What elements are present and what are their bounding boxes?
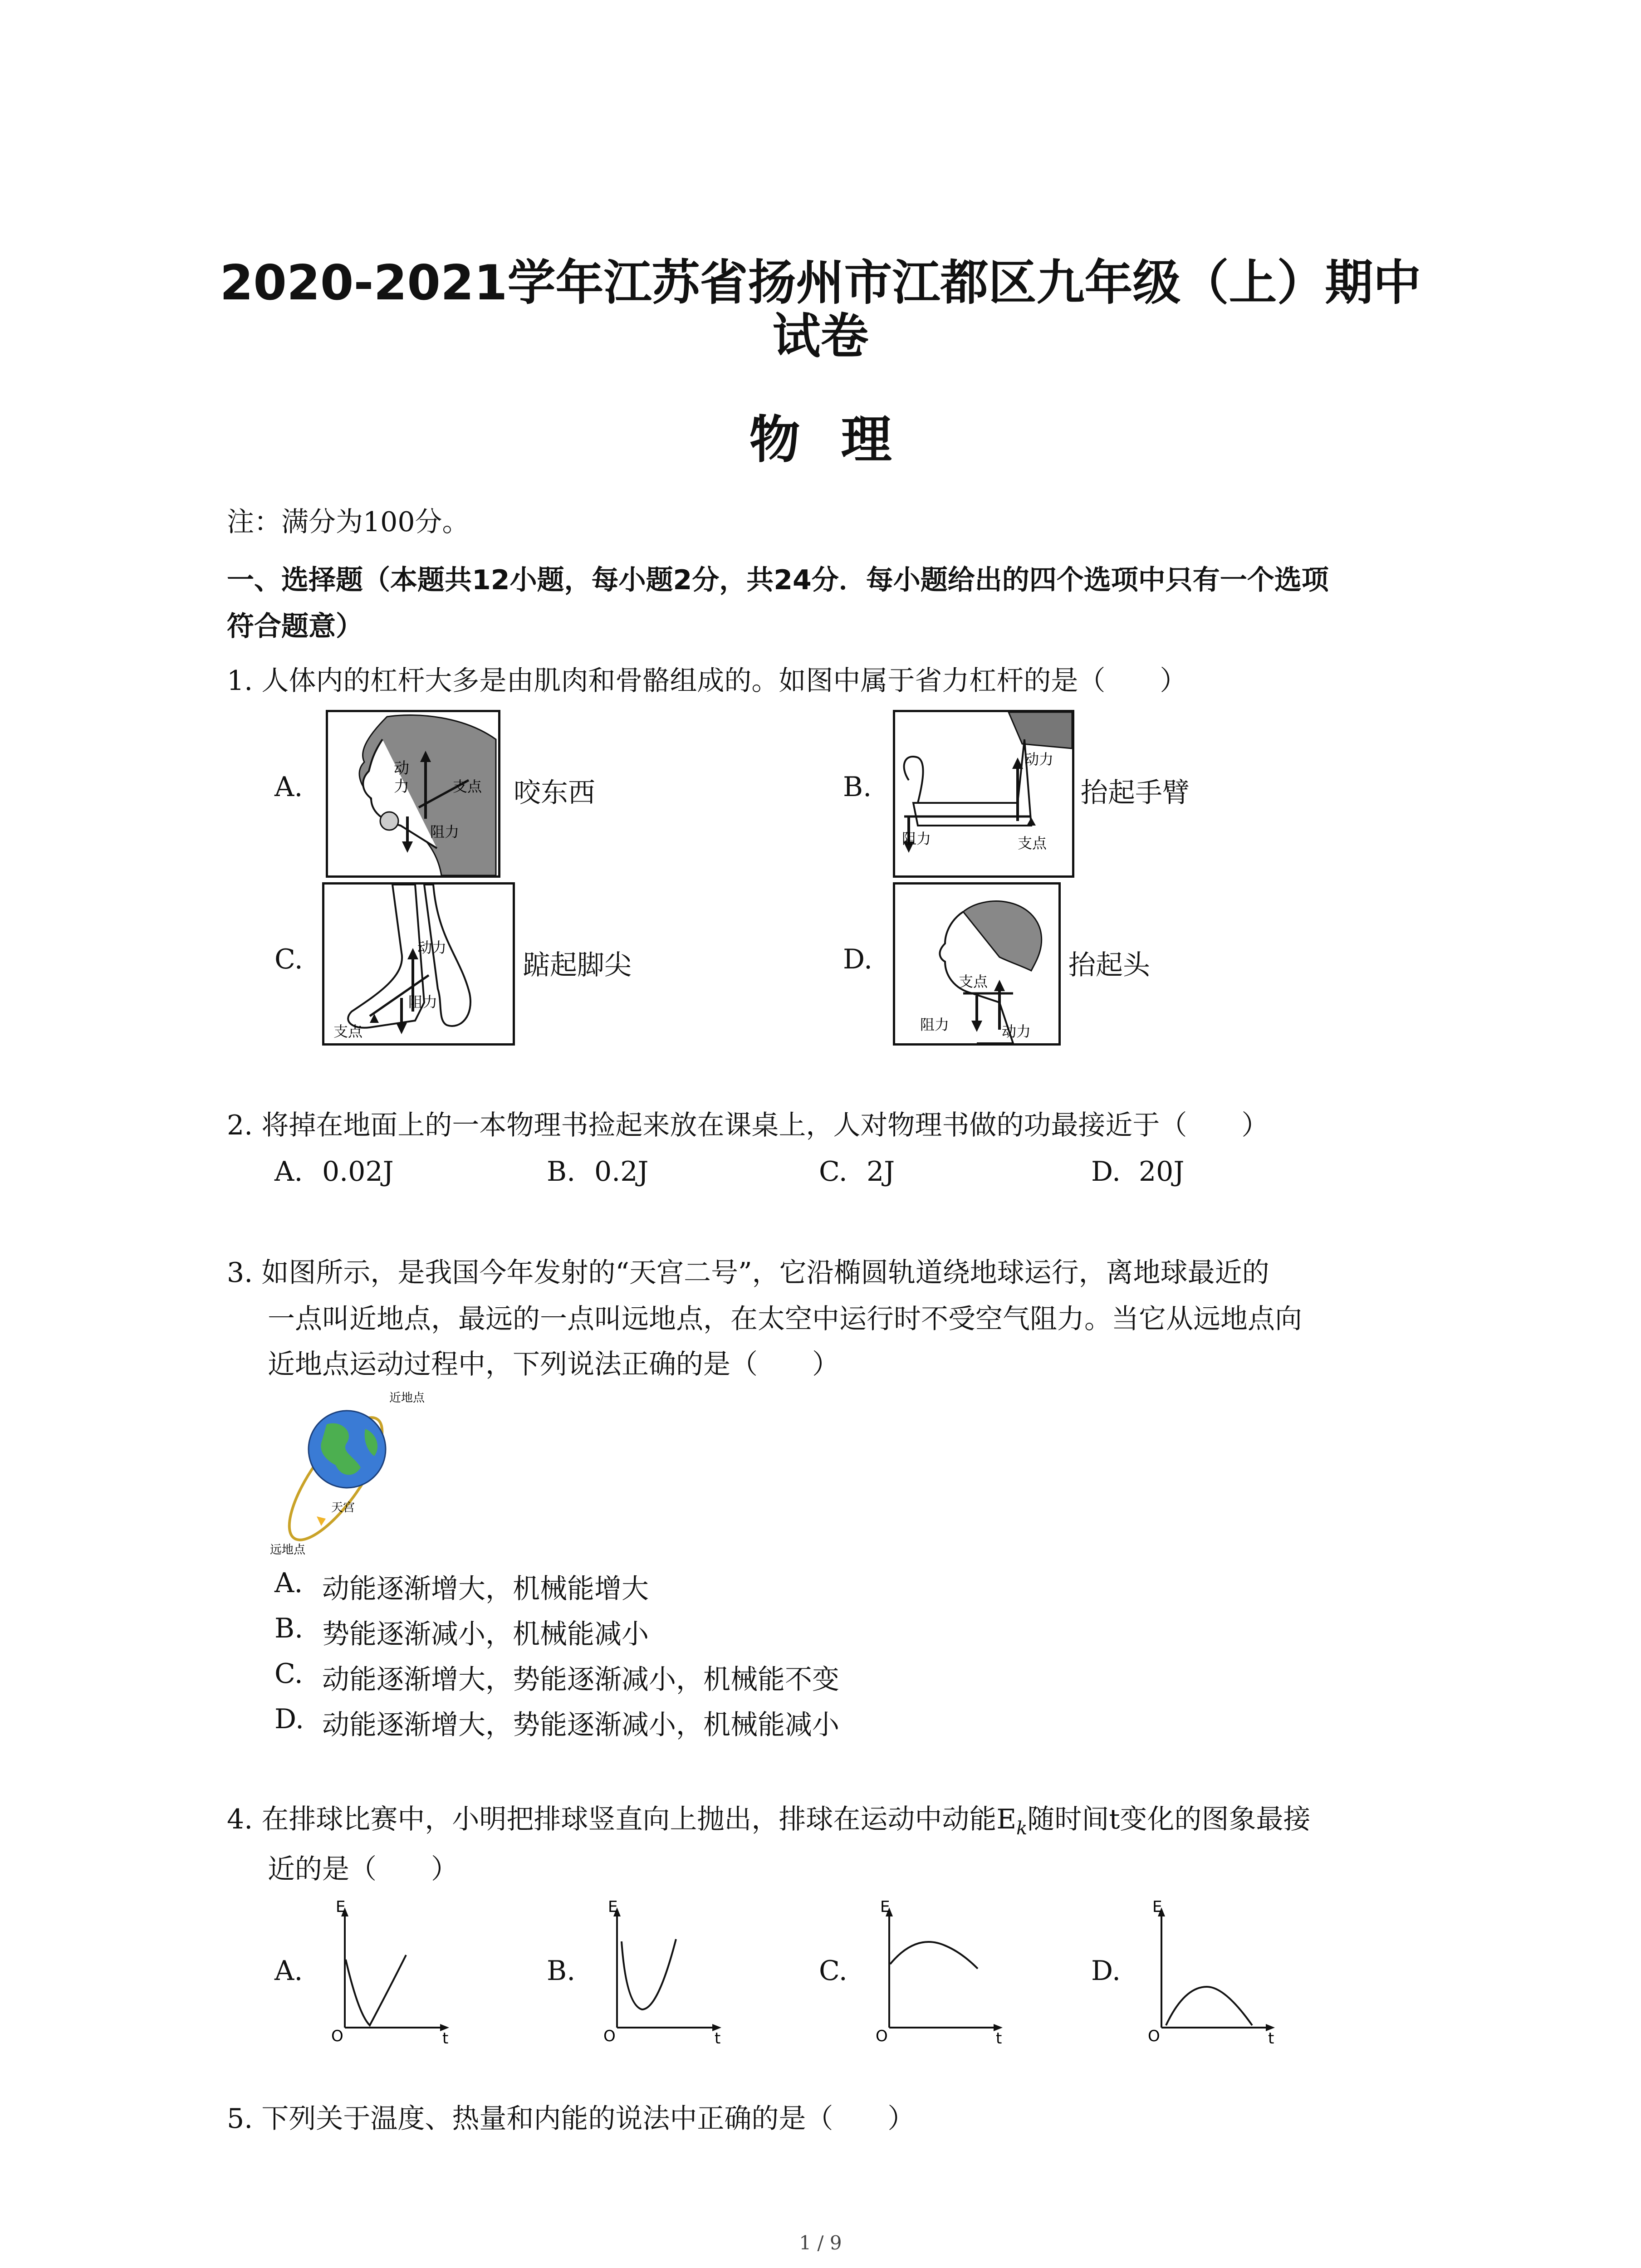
label-fulcrum: 支点 [453, 778, 482, 795]
arm-illustration [895, 712, 1072, 875]
q4-stem-line2: 近的是（ ） [268, 1853, 458, 1885]
label-resistance: 阻力 [902, 830, 931, 847]
q3-stem-line2: 一点叫近地点，最远的一点叫远地点，在太空中运行时不受空气阻力。当它从远地点向 [268, 1303, 1302, 1335]
orbit-illustration [268, 1388, 449, 1560]
tiptoe-illustration [324, 885, 513, 1043]
axis-origin-label: O [1148, 2027, 1160, 2045]
q4-stem-part1: 4. 在排球比赛中，小明把排球竖直向上抛出，排球在运动中动能E [227, 1804, 1017, 1835]
q1-option-b-caption: 抬起手臂 [1081, 777, 1190, 809]
exam-title-line1: 2020-2021学年江苏省扬州市江都区九年级（上）期中 [220, 255, 1421, 311]
axis-x-label: t [1268, 2029, 1274, 2046]
q4-stem-line1 [227, 1803, 1311, 1845]
q2-option-d-value: 20J [1139, 1156, 1185, 1188]
subject-title: 物理 [749, 411, 933, 469]
graph-c [862, 1896, 1007, 2046]
label-apogee: 远地点 [270, 1543, 306, 1557]
q2-option-c-value: 2J [867, 1156, 895, 1188]
q1-stem: 1. 人体内的杠杆大多是由肌肉和骨骼组成的。如图中属于省力杠杆的是（ ） [227, 665, 1187, 697]
q4-option-c-letter: C. [819, 1955, 847, 1987]
q1-option-c-letter: C. [274, 943, 303, 975]
q4-option-a-letter: A. [274, 1955, 303, 1987]
q1-option-a-letter: A. [274, 771, 303, 803]
label-fulcrum: 支点 [959, 973, 988, 990]
section-heading-line1: 一、选择题（本题共12小题，每小题2分，共24分．每小题给出的四个选项中只有一个选项 [227, 564, 1329, 596]
q4-option-d-letter: D. [1091, 1955, 1121, 1987]
q3-option-b-text: 势能逐渐减小，机械能减小 [322, 1618, 649, 1650]
q2-option-a-letter: A. [274, 1156, 303, 1188]
label-resistance: 阻力 [408, 993, 438, 1011]
q4-graph-b [590, 1896, 726, 2046]
q2-option-b-letter: B. [547, 1156, 576, 1188]
q4-graph-d [1134, 1896, 1279, 2046]
axis-y-label: E [336, 1898, 346, 1916]
label-perigee: 近地点 [389, 1391, 425, 1405]
axis-origin-label: O [603, 2027, 616, 2045]
axis-origin-label: O [876, 2027, 888, 2045]
q2-option-a-value: 0.02J [322, 1156, 394, 1188]
q4-stem-subscript: k [1016, 1818, 1028, 1839]
q5-stem: 5. 下列关于温度、热量和内能的说法中正确的是（ ） [227, 2103, 915, 2135]
q1-option-b-letter: B. [843, 771, 872, 803]
q2-option-d-letter: D. [1091, 1156, 1121, 1188]
label-power: 动力 [1024, 751, 1054, 768]
label-fulcrum: 支点 [333, 1023, 363, 1040]
q4-graph-c [862, 1896, 1007, 2046]
axis-y-label: E [608, 1898, 618, 1916]
label-station: 天宫 [331, 1501, 355, 1515]
q1-figure-c-tiptoe [322, 882, 515, 1046]
q2-option-c-letter: C. [819, 1156, 847, 1188]
q3-option-c-letter: C. [274, 1658, 303, 1690]
axis-x-label: t [715, 2029, 721, 2046]
q1-option-d-caption: 抬起头 [1068, 949, 1150, 981]
q3-stem-line3: 近地点运动过程中，下列说法正确的是（ ） [268, 1349, 839, 1380]
q3-stem-line1: 3. 如图所示，是我国今年发射的“天宫二号”，它沿椭圆轨道绕地球运行，离地球最近的 [227, 1257, 1269, 1289]
q4-stem-part2: 随时间t变化的图象最接 [1027, 1804, 1311, 1835]
score-note: 注：满分为100分。 [227, 506, 470, 538]
head-illustration [895, 885, 1058, 1043]
q4-graph-a [318, 1896, 454, 2046]
label-power: 动力 [1002, 1023, 1031, 1040]
axis-x-label: t [442, 2029, 449, 2046]
axis-origin-label: O [331, 2027, 343, 2045]
axis-y-label: E [880, 1898, 890, 1916]
q3-option-c-text: 动能逐渐增大，势能逐渐减小，机械能不变 [322, 1664, 839, 1696]
q3-option-b-letter: B. [274, 1613, 304, 1644]
label-power-1: 动 [394, 759, 409, 777]
label-power: 动力 [417, 939, 447, 956]
graph-a [318, 1896, 454, 2046]
page-number: 1 / 9 [799, 2232, 842, 2254]
q1-figure-d-head [893, 882, 1061, 1046]
q1-option-d-letter: D. [843, 943, 873, 975]
graph-d [1134, 1896, 1279, 2046]
q4-option-b-letter: B. [547, 1955, 576, 1987]
q3-orbit-figure [268, 1388, 449, 1560]
q3-option-a-text: 动能逐渐增大，机械能增大 [322, 1573, 649, 1605]
q3-option-d-text: 动能逐渐增大，势能逐渐减小，机械能减小 [322, 1709, 839, 1741]
biting-illustration [328, 712, 498, 875]
axis-x-label: t [996, 2029, 1002, 2046]
graph-b [590, 1896, 726, 2046]
q2-stem: 2. 将掉在地面上的一本物理书捡起来放在课桌上，人对物理书做的功最接近于（ ） [227, 1110, 1269, 1141]
q1-figure-b-arm [893, 710, 1074, 878]
section-heading-line2: 符合题意） [227, 611, 363, 642]
label-power-2: 力 [394, 777, 409, 796]
label-resistance: 阻力 [920, 1016, 950, 1033]
label-resistance: 阻力 [430, 823, 460, 841]
q1-figure-a-biting [326, 710, 500, 878]
label-fulcrum: 支点 [1018, 835, 1047, 852]
exam-title-line2: 试卷 [772, 308, 869, 364]
q3-option-a-letter: A. [274, 1567, 303, 1599]
q1-option-c-caption: 踮起脚尖 [523, 949, 632, 981]
axis-y-label: E [1152, 1898, 1162, 1916]
q2-option-b-value: 0.2J [594, 1156, 649, 1188]
q1-option-a-caption: 咬东西 [514, 777, 595, 809]
q3-option-d-letter: D. [274, 1703, 304, 1735]
